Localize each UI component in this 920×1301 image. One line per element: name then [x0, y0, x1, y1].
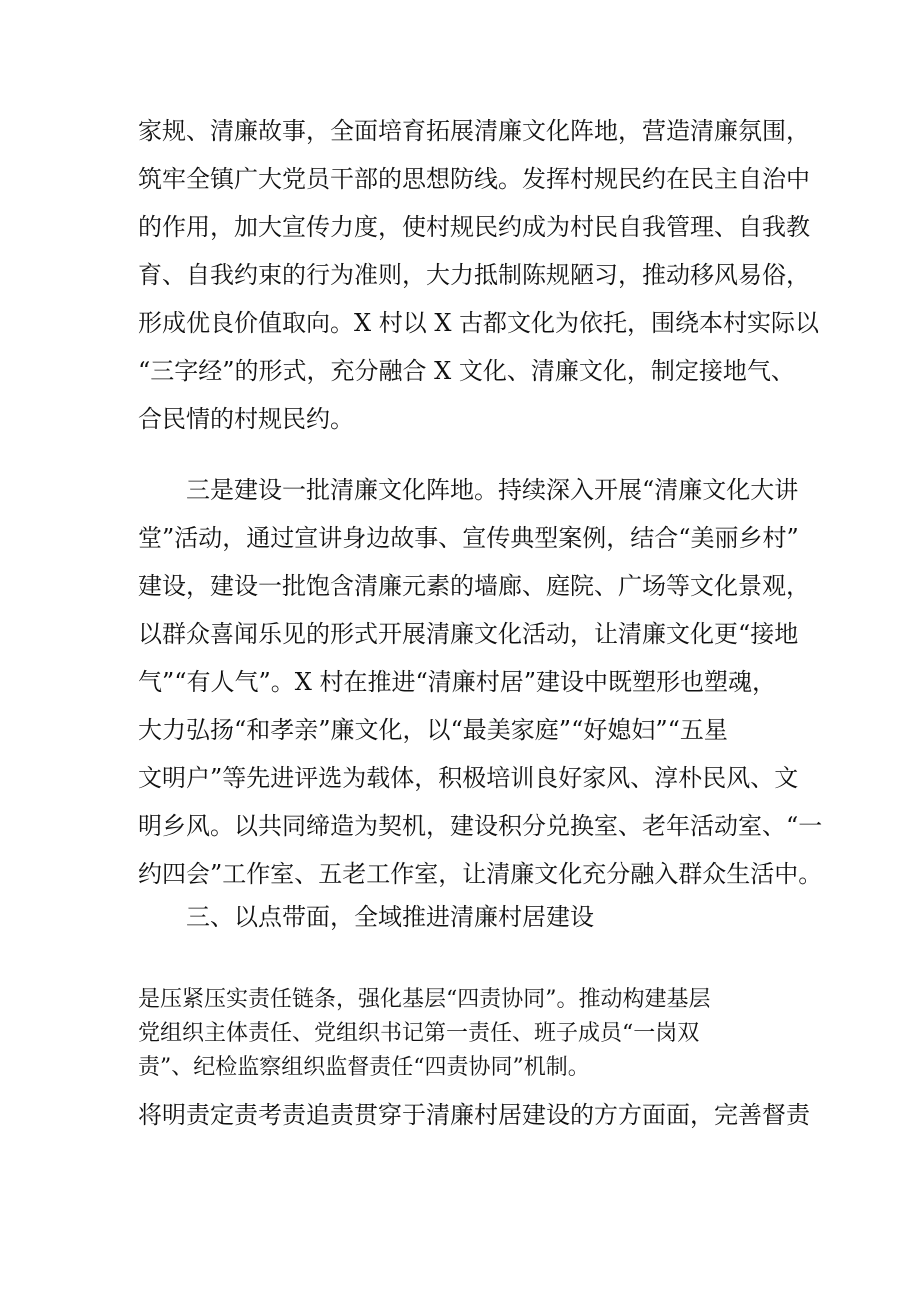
text-line: “三字经”的形式，充分融合 X 文化、清廉文化，制定接地气、 [138, 357, 795, 385]
text-line: 明乡风。以共同缔造为契机，建设积分兑换室、老年活动室、“一 [138, 812, 823, 840]
text-line: 约四会”工作室、五老工作室，让清廉文化充分融入群众生活中。 [138, 860, 823, 888]
text-line: 形成优良价值取向。X 村以 X 古都文化为依托，围绕本村实际以 [138, 309, 820, 337]
text-line: 三是建设一批清廉文化阵地。持续深入开展“清廉文化大讲 [186, 476, 799, 504]
text-line: 是压紧压实责任链条，强化基层“四责协同”。推动构建基层 [138, 987, 711, 1012]
text-line: 家规、清廉故事，全面培育拓展清廉文化阵地，营造清廉氛围， [138, 117, 810, 145]
text-line: 大力弘扬“和孝亲”廉文化，以“最美家庭”“好媳妇”“五星 [138, 716, 728, 744]
text-line: 气”“有人气”。X 村在推进“清廉村居”建设中既塑形也塑魂， [138, 668, 777, 696]
text-line: 育、自我约束的行为准则，大力抵制陈规陋习，推动移风易俗， [138, 261, 810, 289]
text-line: 建设，建设一批饱含清廉元素的墙廊、庭院、广场等文化景观， [138, 572, 810, 600]
text-line: 合民情的村规民约。 [138, 405, 354, 433]
text-line: 将明责定责考责追责贯穿于清廉村居建设的方方面面，完善督责 [138, 1101, 810, 1129]
text-line: 堂”活动，通过宣讲身边故事、宣传典型案例，结合“美丽乡村” [138, 524, 799, 552]
text-line: 筑牢全镇广大党员干部的思想防线。发挥村规民约在民主自治中 [138, 165, 810, 193]
text-line: 党组织主体责任、党组织书记第一责任、班子成员“一岗双 [138, 1021, 700, 1046]
section-heading: 三、以点带面，全域推进清廉村居建设 [186, 903, 594, 931]
text-line: 以群众喜闻乐见的形式开展清廉文化活动，让清廉文化更“接地 [138, 620, 799, 648]
text-line: 文明户”等先进评选为载体，积极培训良好家风、淳朴民风、文 [138, 764, 799, 792]
text-line: 责”、纪检监察组织监督责任“四责协同”机制。 [138, 1055, 590, 1080]
text-line: 的作用，加大宣传力度，使村规民约成为村民自我管理、自我教 [138, 213, 810, 241]
